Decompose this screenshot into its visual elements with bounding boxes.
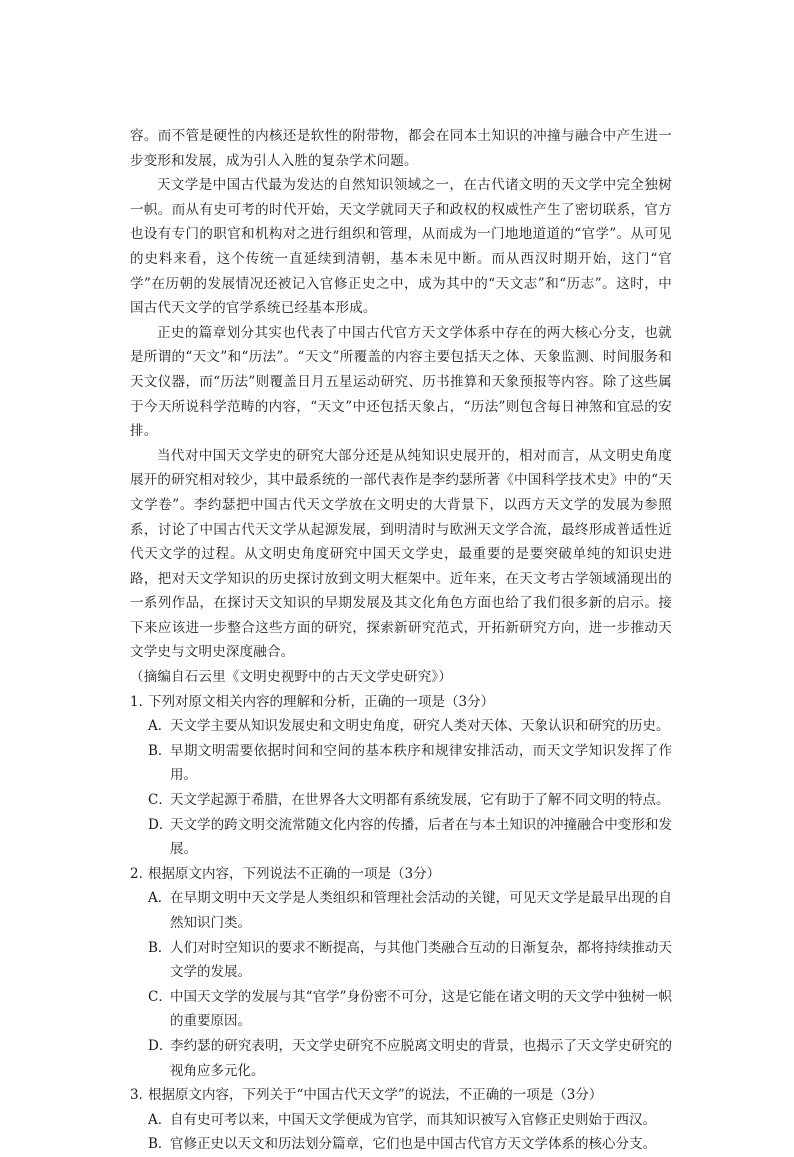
passage-source: （摘编自石云里《文明史视野中的古天文学史研究》） <box>130 669 453 686</box>
option-b <box>148 739 672 788</box>
question-3 <box>130 1083 672 1157</box>
passage-paragraph-1: 容。而不管是硬性的内核还是软性的附带物，都会在同本土知识的冲撞与融合中产生进一步变形和发展，成为引人入胜的复杂学术问题。 <box>130 128 672 169</box>
question-text: 根据原文内容，下列说法不正确的一项是（3分） <box>148 865 441 882</box>
option-text: 中国天文学的发展与其“官学”身份密不可分，这是它能在诸文明的天文学中独树一帜的重要原因。 <box>170 988 672 1030</box>
option-letter: A． <box>148 1111 172 1128</box>
passage-paragraph-2: 天文学是中国古代最为发达的自然知识领域之一，在古代诸文明的天文学中完全独树一帜。而从有史可考的时代开始，天文学就同天子和政权的权威性产生了密切联系，官方也设有专门的职官和机构对之进行组织和管理，从而成为一门地地道道的“官学”。从可见的史料来看，这个传统一直延续到清朝，基本未见中断。而从西汉时期开始，这门“官学”在历朝的发展情况还被记入官修正史之中，成为其中的“天文志”和“历志”。这时，中国古代天文学的官学系统已经基本形成。 <box>130 177 672 317</box>
question-2 <box>130 862 672 1083</box>
option-letter: D． <box>148 816 173 833</box>
option-c <box>148 788 672 813</box>
option-b <box>148 1132 672 1157</box>
option-letter: B． <box>148 1136 172 1153</box>
option-text: 官修正史以天文和历法划分篇章，它们也是中国古代官方天文学体系的核心分支。 <box>170 1136 656 1153</box>
question-number: 1． <box>130 693 153 710</box>
question-stem <box>130 862 672 887</box>
option-a <box>148 1108 672 1133</box>
option-letter: C． <box>148 988 172 1005</box>
option-letter: A． <box>148 890 172 907</box>
option-text: 天文学主要从知识发展史和文明史角度，研究人类对天体、天象认识和研究的历史。 <box>170 718 670 735</box>
option-text: 自有史可考以来，中国天文学便成为官学，而其知识被写入官修正史则始于西汉。 <box>170 1111 656 1128</box>
question-1 <box>130 690 672 862</box>
exam-page <box>130 124 672 1157</box>
option-text: 天文学的跨文明交流常随文化内容的传播，后者在与本土知识的冲撞融合中变形和发展。 <box>170 816 672 858</box>
reading-passage <box>130 124 672 690</box>
option-text: 人们对时空知识的要求不断提高，与其他门类融合互动的日渐复杂，都将持续推动天文学的发展。 <box>170 939 672 981</box>
option-text: 李约瑟的研究表明，天文学史研究不应脱离文明史的背景，也揭示了天文学史研究的视角应多元化。 <box>170 1037 672 1079</box>
question-list <box>130 690 672 1157</box>
question-text: 根据原文内容，下列关于“中国古代天文学”的说法，不正确的一项是（3分） <box>148 1087 603 1104</box>
question-number: 3． <box>130 1087 153 1104</box>
option-text: 早期文明需要依据时间和空间的基本秩序和规律安排活动，而天文学知识发挥了作用。 <box>170 742 672 784</box>
option-text: 天文学起源于希腊，在世界各大文明都有系统发展，它有助于了解不同文明的特点。 <box>170 792 670 809</box>
option-b <box>148 936 672 985</box>
option-letter: B． <box>148 742 172 759</box>
passage-paragraph-4: 当代对中国天文学史的研究大部分还是从纯知识史展开的，相对而言，从文明史角度展开的研究相对较少，其中最系统的一部代表作是李约瑟所著《中国科学技术史》中的“天文学卷”。李约瑟把中国古代天文学放在文明史的大背景下，以西方天文学的发展为参照系，讨论了中国古代天文学从起源发展，到明清时与欧洲天文学合流，最终形成普适性近代天文学的过程。从文明史角度研究中国天文学史，最重要的是要突破单纯的知识史进路，把对天文学知识的历史探讨放到文明大框架中。近年来，在天文考古学领域涌现出的一系列作品，在探讨天文知识的早期发展及其文化角色方面也给了我们很多新的启示。接下来应该进一步整合这些方面的研究，探索新研究范式，开拓新研究方向，进一步推动天文学史与文明史深度融合。 <box>130 447 672 661</box>
option-letter: B． <box>148 939 172 956</box>
question-number: 2． <box>130 865 153 882</box>
option-a <box>148 886 672 935</box>
passage-paragraph-3: 正史的篇章划分其实也代表了中国古代官方天文学体系中存在的两大核心分支，也就是所谓的“天文”和“历法”。“天文”所覆盖的内容主要包括天之体、天象监测、时间服务和天文仪器，而“历法”则覆盖日月五星运动研究、历书推算和天象预报等内容。除了这些属于今天所说科学范畴的内容，“天文”中还包括天象占，“历法”则包含每日神煞和宜忌的安排。 <box>130 324 672 440</box>
option-c <box>148 985 672 1034</box>
question-text: 下列对原文相关内容的理解和分析，正确的一项是（3分） <box>148 693 495 710</box>
option-d <box>148 813 672 862</box>
option-letter: A． <box>148 718 172 735</box>
option-text: 在早期文明中天文学是人类组织和管理社会活动的关键，可见天文学是最早出现的自然知识门类。 <box>170 890 672 931</box>
option-letter: D． <box>148 1037 173 1054</box>
question-stem <box>130 690 672 715</box>
option-letter: C． <box>148 792 172 809</box>
option-d <box>148 1034 672 1083</box>
question-stem <box>130 1083 672 1108</box>
option-a <box>148 714 672 739</box>
